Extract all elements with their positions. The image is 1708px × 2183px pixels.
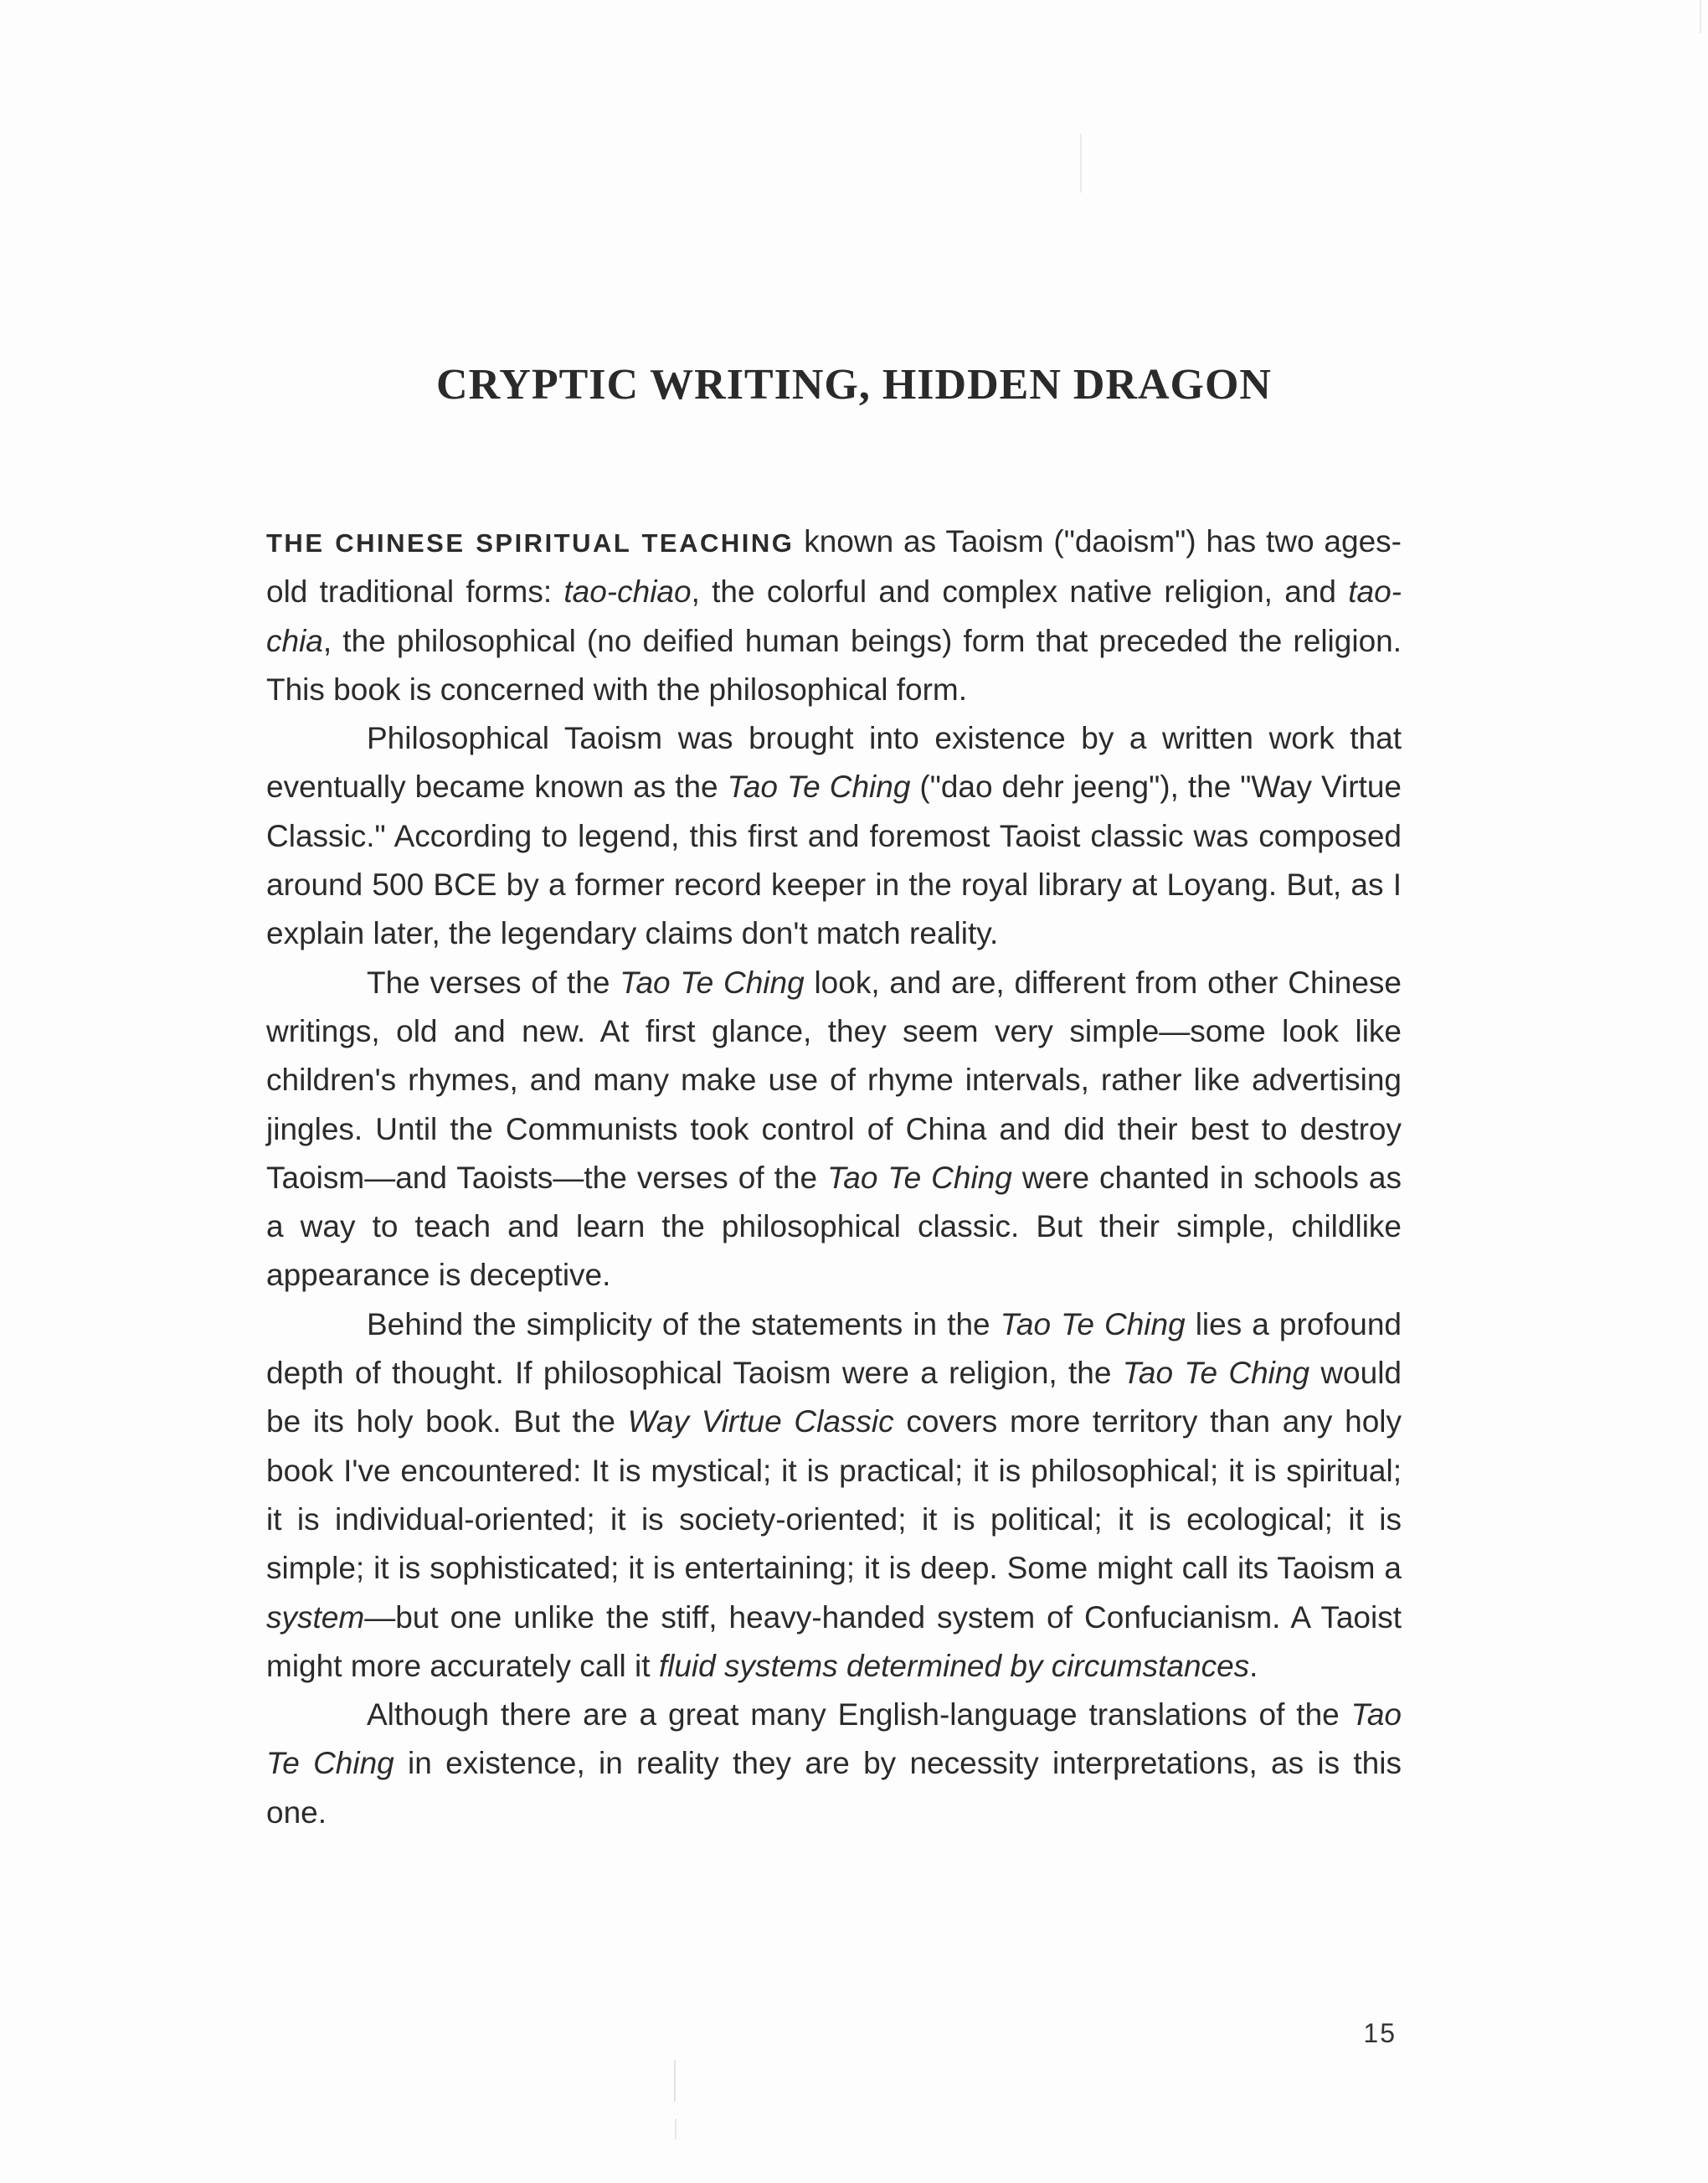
paragraph-1-italic-2: tao-chia — [266, 574, 1402, 658]
paragraph-2-text-2: ("dao dehr jeeng"), the "Way Virtue Classic." According to legend, this first and foremost Taoist classic was composed around 500 BCE by a former record keeper in the royal library at Loyang. But, as I explain later, the legendary claims don't match reality. — [266, 770, 1402, 951]
paragraph-2-italic-1: Tao Te Ching — [727, 770, 911, 805]
paragraph-1-text-3: , the philosophical (no deified human beings) form that preceded the religion. This book is concerned with the philosophical form. — [266, 623, 1402, 707]
paragraph-2-text-1: Philosophical Taoism was brought into existence by a written work that eventually became known as the — [266, 721, 1402, 805]
paragraph-3-italic-2: Tao Te Ching — [827, 1160, 1012, 1195]
scan-artifact — [675, 2119, 677, 2139]
scan-artifact — [1700, 0, 1701, 33]
paragraph-4-italic-2: Tao Te Ching — [1122, 1356, 1310, 1391]
paragraph-5-italic-1: Tao Te Ching — [266, 1697, 1402, 1781]
paragraph-4-italic-5: fluid systems determined by circumstances — [658, 1648, 1250, 1683]
lead-in-smallcaps: THE CHINESE SPIRITUAL TEACHING — [266, 528, 795, 558]
paragraph-5-text-2: in existence, in reality they are by necessity interpretations, as is this one. — [266, 1746, 1402, 1830]
paragraph-4-text-6: . — [1249, 1648, 1258, 1683]
paragraph-5 — [266, 1691, 1402, 1837]
paragraph-3-italic-1: Tao Te Ching — [620, 965, 805, 1000]
paragraph-4-italic-4: system — [266, 1599, 365, 1635]
page-number: 15 — [1363, 2018, 1397, 2048]
scan-artifact — [1080, 134, 1082, 193]
paragraph-4-text-2: lies a profound depth of thought. If philosophical Taoism were a religion, the — [266, 1306, 1402, 1391]
paragraph-1-italic-1: tao-chiao — [563, 574, 692, 610]
paragraph-3-text-1: The verses of the — [367, 965, 620, 1000]
paragraph-4-italic-3: Way Virtue Classic — [627, 1404, 894, 1439]
paragraph-1-text-2: , the colorful and complex native religion, and — [691, 574, 1349, 610]
paragraph-4-text-4: covers more territory than any holy book I've encountered: It is mystical; it is practical; it is philosophical; it is spiritual; it is individual-oriented; it is society-oriented; it is political; it is ecological; it is simple; it is sophisticated; it is entertaining; it is deep. Some might call its Taoism a — [266, 1404, 1402, 1586]
paragraph-2 — [266, 714, 1402, 958]
paragraph-4-text-5: —but one unlike the stiff, heavy-handed system of Confucianism. A Taoist might more accurately call it — [266, 1599, 1402, 1683]
paragraph-3 — [266, 959, 1402, 1300]
paragraph-1-text-1: known as Taoism ("daoism") has two ages-old traditional forms: — [266, 524, 1402, 610]
paragraph-4 — [266, 1300, 1402, 1691]
paragraph-5-text-1: Although there are a great many English-language translations of the — [367, 1697, 1351, 1732]
paragraph-4-text-3: would be its holy book. But the — [266, 1356, 1402, 1439]
paragraph-3-text-3: were chanted in schools as a way to teach and learn the philosophical classic. But their simple, childlike appearance is deceptive. — [266, 1160, 1402, 1293]
paragraph-1 — [266, 517, 1402, 714]
scan-artifact — [674, 2060, 676, 2102]
chapter-body — [266, 517, 1402, 1837]
chapter-title: CRYPTIC WRITING, HIDDEN DRAGON — [436, 361, 1272, 409]
paragraph-4-text-1: Behind the simplicity of the statements in the — [367, 1306, 1001, 1341]
paragraph-4-italic-1: Tao Te Ching — [1000, 1306, 1186, 1341]
paragraph-3-text-2: look, and are, different from other Chinese writings, old and new. At first glance, they seem very simple—some look like children's rhymes, and many make use of rhyme intervals, rather like advertising jingles. Until the Communists took control of China and did their best to destroy Taoism—and Taoists—the verses of the — [266, 965, 1402, 1195]
